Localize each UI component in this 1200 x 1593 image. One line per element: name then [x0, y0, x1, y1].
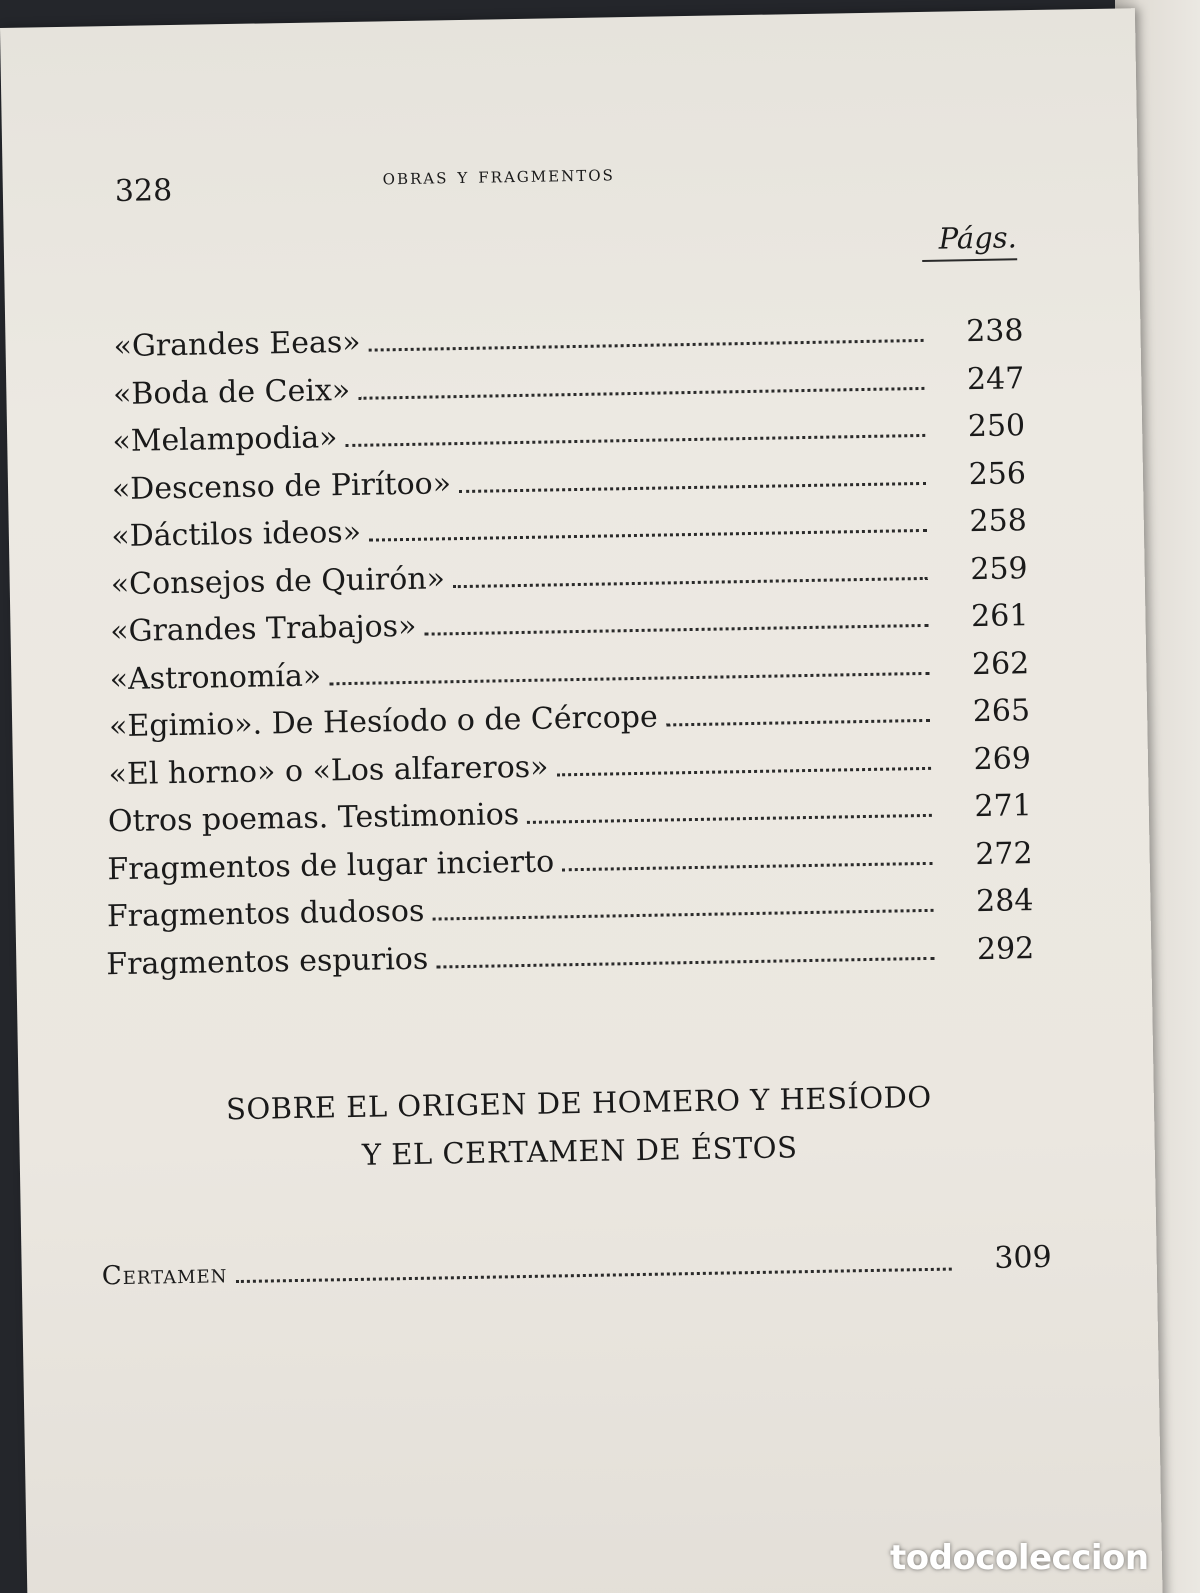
- toc-entry-page: 271: [974, 788, 1033, 825]
- toc-entry-title: Fragmentos de lugar incierto: [107, 843, 555, 887]
- dot-leader: [358, 386, 924, 399]
- section-heading-line-2: Y EL CERTAMEN DE ÉSTOS: [361, 1130, 798, 1172]
- toc-entry-page: 265: [972, 693, 1031, 730]
- toc-entry-page: 272: [974, 835, 1033, 872]
- dot-leader: [562, 861, 932, 870]
- toc-entry-page: 258: [969, 503, 1028, 540]
- dot-leader: [459, 481, 926, 492]
- table-of-contents: [5, 298, 1140, 982]
- dot-leader: [557, 766, 931, 776]
- dot-leader: [453, 576, 928, 587]
- page-number: 328: [114, 173, 173, 210]
- dot-leader: [436, 956, 934, 968]
- toc-entry-page: 256: [968, 455, 1027, 492]
- toc-entry-certamen: [101, 1227, 1052, 1292]
- toc-entry-title: Fragmentos espurios: [106, 941, 429, 982]
- toc-entry-page: 284: [975, 883, 1034, 920]
- running-head: obras y fragmentos: [382, 161, 615, 191]
- toc-entry-title: «Descenso de Pirítoo»: [111, 465, 452, 507]
- toc-entry-page: 247: [966, 360, 1025, 397]
- toc-entry-page: 269: [973, 740, 1032, 777]
- toc-entry-title: Certamen: [101, 1259, 228, 1292]
- pages-column-label: Págs.: [922, 220, 1018, 262]
- toc-entry-title: «El horno» o «Los alfareros»: [108, 749, 549, 792]
- toc-entry-page: 259: [970, 550, 1028, 587]
- book-page: [0, 8, 1163, 1593]
- toc-entry-title: «Egimio». De Hesíodo o de Cércope: [108, 699, 659, 745]
- toc-entry-page: 262: [971, 645, 1030, 682]
- dot-leader: [369, 339, 924, 352]
- toc-entry-page: 250: [967, 408, 1026, 445]
- toc-entry-page: 261: [970, 598, 1029, 635]
- dot-leader: [432, 909, 933, 921]
- dot-leader: [236, 1268, 952, 1284]
- dot-leader: [425, 624, 929, 636]
- toc-entry-page: 292: [976, 930, 1035, 967]
- toc-entry-title: «Dáctilos ideos»: [111, 514, 362, 555]
- toc-entry-title: «Consejos de Quirón»: [110, 560, 446, 602]
- page-content: [0, 8, 1163, 1593]
- toc-entry-page: 309: [994, 1239, 1052, 1276]
- toc-entry-title: «Boda de Ceix»: [112, 372, 351, 412]
- toc-entry-title: «Melampodia»: [112, 420, 338, 460]
- dot-leader: [666, 719, 930, 727]
- dot-leader: [369, 529, 927, 542]
- section-heading-line-1: SOBRE EL ORIGEN DE HOMERO Y HESÍODO: [225, 1079, 932, 1127]
- toc-entry-title: «Grandes Trabajos»: [109, 608, 417, 650]
- toc-entry-page: 238: [965, 313, 1024, 350]
- toc-entry-title: «Astronomía»: [109, 657, 322, 697]
- toc-entry-title: Fragmentos dudosos: [106, 893, 425, 935]
- toc-entry-title: «Grandes Eeas»: [113, 324, 361, 365]
- dot-leader: [527, 814, 932, 824]
- toc-entry-title: Otros poemas. Testimonios: [107, 797, 520, 840]
- watermark-logo: todocoleccion: [890, 1538, 1149, 1578]
